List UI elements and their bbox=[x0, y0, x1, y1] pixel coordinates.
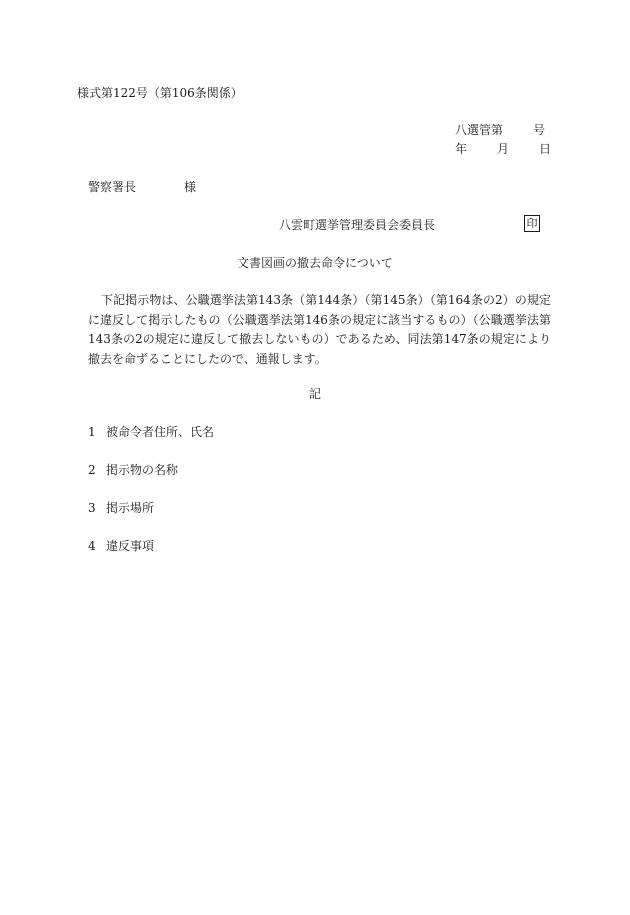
document-subject: 文書図画の撤去命令について bbox=[237, 256, 393, 270]
list-item bbox=[88, 538, 154, 554]
list-item bbox=[88, 500, 154, 516]
reference-suffix: 号 bbox=[533, 123, 546, 137]
ki-heading: 記 bbox=[309, 387, 322, 401]
item-label: 掲示物の名称 bbox=[106, 463, 179, 477]
addressee-title: 警察署長 bbox=[88, 180, 137, 194]
item-label: 違反事項 bbox=[106, 539, 155, 553]
date-line bbox=[455, 141, 551, 157]
item-number: 3 bbox=[88, 501, 96, 515]
sender: 八雲町選挙管理委員会委員長 bbox=[279, 218, 436, 232]
form-number: 様式第122号（第106条関係） bbox=[77, 86, 243, 100]
list-item bbox=[88, 424, 214, 440]
item-number: 2 bbox=[88, 463, 96, 477]
reference-prefix: 八選管第 bbox=[455, 123, 504, 137]
date-month: 月 bbox=[497, 142, 510, 156]
addressee-honorific: 様 bbox=[184, 180, 197, 194]
item-label: 被命令者住所、氏名 bbox=[106, 425, 215, 439]
item-number: 1 bbox=[88, 425, 96, 439]
reference-number bbox=[455, 122, 545, 138]
date-year: 年 bbox=[455, 142, 468, 156]
addressee bbox=[88, 179, 196, 195]
body-paragraph: 下記掲示物は、公職選挙法第143条（第144条）（第145条）（第164条の2）の規定に違反して掲示したもの（公職選挙法第146条の規定に該当するもの）（公職選挙法第143条の2の規定に違反して撤去しないもの）であるため、同法第147条の規定により撤去を命ずることにしたので、通報します。 bbox=[88, 293, 551, 366]
date-day: 日 bbox=[539, 142, 552, 156]
item-label: 掲示場所 bbox=[106, 501, 155, 515]
list-item bbox=[88, 462, 178, 478]
item-number: 4 bbox=[88, 539, 96, 553]
seal-stamp: 印 bbox=[524, 215, 540, 232]
